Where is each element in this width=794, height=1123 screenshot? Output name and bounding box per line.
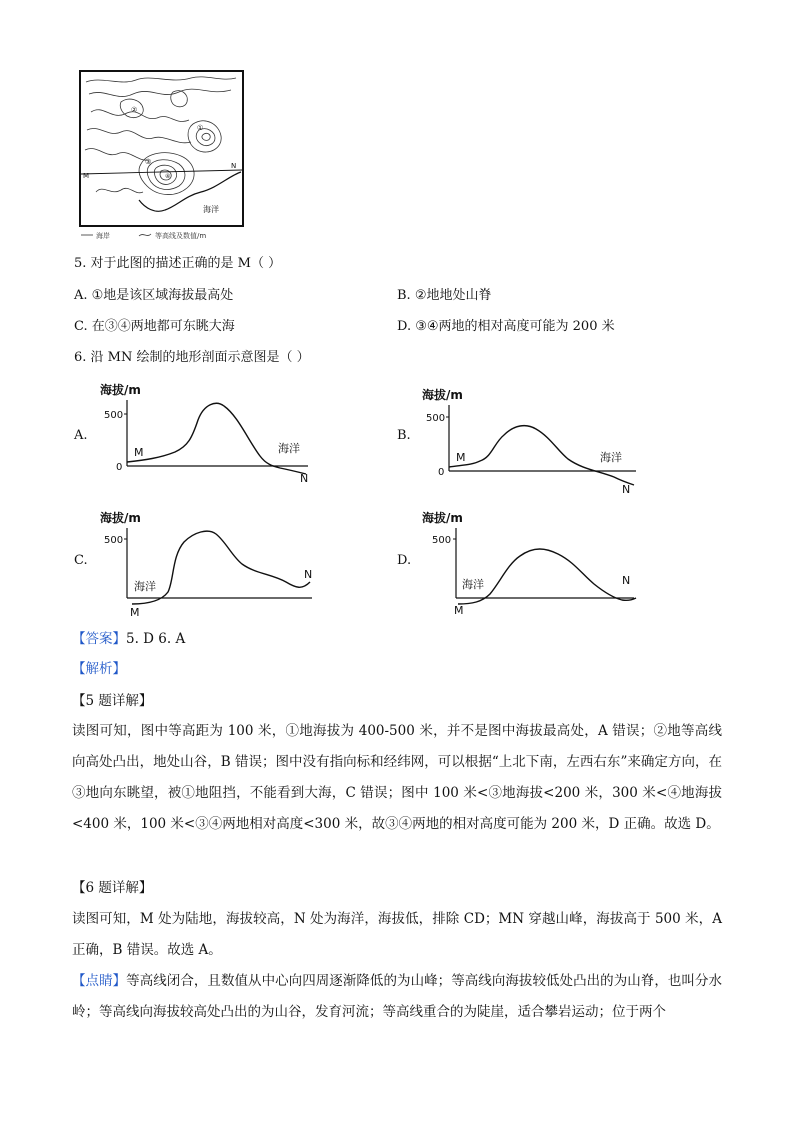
detail6-title: 【6 题详解】 <box>72 880 153 896</box>
profile-a-label-n: N <box>300 472 309 485</box>
profile-c-tick-500-label: 500 <box>104 535 124 546</box>
contour-map <box>79 70 244 227</box>
tip-block <box>72 966 722 1028</box>
map-marker-4: ④ <box>165 173 171 180</box>
profile-b <box>422 385 642 500</box>
map-marker-2: ② <box>131 106 138 114</box>
map-legend <box>79 228 269 242</box>
profile-d-label-m: M <box>454 604 464 617</box>
profile-d-tick-500-label: 500 <box>432 535 452 546</box>
q6-letter-a: A. <box>74 428 88 443</box>
profile-a-label-sea: 海洋 <box>278 442 300 455</box>
profile-b-ylabel: 海拔/m <box>422 388 463 402</box>
q6-letter-c: C. <box>74 553 88 568</box>
profile-a-ylabel: 海拔/m <box>100 383 141 397</box>
profile-d-label-n: N <box>622 574 631 587</box>
profile-a-curve <box>127 403 306 474</box>
q6-letter-d: D. <box>397 553 412 568</box>
q5-option-b: B. ②地地处山脊 <box>397 288 492 303</box>
map-label-sea: 海洋 <box>203 205 219 214</box>
profile-a <box>100 380 320 485</box>
map-marker-1: ① <box>197 124 204 132</box>
q6-stem: 6. 沿 MN 绘制的地形剖面示意图是（ ） <box>74 350 310 365</box>
q5-stem: 5. 对于此图的描述正确的是 M（ ） <box>74 256 282 271</box>
answer-text: 5. D 6. A <box>126 631 186 647</box>
profile-c <box>100 508 320 620</box>
profile-d-ylabel: 海拔/m <box>422 511 463 525</box>
detail5-body-block <box>72 716 722 840</box>
profile-c-label-sea: 海洋 <box>134 580 156 593</box>
legend-boundary-label: 海岸 <box>96 232 110 240</box>
profile-d-curve <box>458 549 636 604</box>
profile-a-tick-500-label: 500 <box>104 410 124 421</box>
tip-body: 等高线闭合，且数值从中心向四周逐渐降低的为山峰；等高线向海拔较低处凸出的为山脊，也叫分水岭；等高线向海拔较高处凸出的为山谷，发育河流；等高线重合的为陡崖，适合攀岩运动；位于两个 <box>72 973 723 1020</box>
map-label-n: N <box>231 162 237 170</box>
detail6-body-block <box>72 904 722 966</box>
profile-a-tick-0-label: 0 <box>116 462 123 473</box>
legend-contour-swatch <box>139 234 151 236</box>
profile-a-label-m: M <box>134 446 144 459</box>
map-marker-3: ③ <box>145 158 152 166</box>
profile-c-ylabel: 海拔/m <box>100 511 141 525</box>
answer-line <box>72 631 185 647</box>
profile-c-label-n: N <box>304 568 313 581</box>
q5-option-d: D. ③④两地的相对高度可能为 200 米 <box>397 319 615 334</box>
profile-c-label-m: M <box>130 606 140 619</box>
tip-tag: 【点睛】 <box>72 973 127 989</box>
detail5-body: 读图可知，图中等高距为 100 米，①地海拔为 400-500 米，并不是图中海拔最高处，A 错误；②地等高线向高处凸出，地处山谷，B 错误；图中没有指向标和经纬网，可以根据“上北下南，左西右东”来确定方向，在③地向东眺望，被①地阻挡，不能看到大海，C 错误；图中 100 米<③地海拔<200 米，300 米<④地海拔<400 米，100 米<③④两地相对高度<300 米，故③④两地的相对高度可能为 200 米，D 正确。故选 D。 <box>72 723 722 832</box>
contour-map-drawing <box>81 72 242 225</box>
detail5-title: 【5 题详解】 <box>72 693 153 709</box>
q6-letter-b: B. <box>397 428 411 443</box>
profile-b-tick-0-label: 0 <box>438 467 445 478</box>
detail6-body: 读图可知，M 处为陆地，海拔较高，N 处为海洋，海拔低，排除 CD；MN 穿越山峰，海拔高于 500 米，A 正确，B 错误。故选 A。 <box>72 911 722 958</box>
profile-d <box>422 508 642 620</box>
profile-b-label-n: N <box>622 483 631 496</box>
profile-b-tick-500-label: 500 <box>426 413 446 424</box>
q5-option-a: A. ①地是该区域海拔最高处 <box>74 288 234 303</box>
analysis-tag: 【解析】 <box>72 661 126 677</box>
answer-tag: 【答案】 <box>72 631 126 647</box>
q5-option-c: C. 在③④两地都可东眺大海 <box>74 319 235 334</box>
profile-d-label-sea: 海洋 <box>462 578 484 591</box>
profile-b-label-sea: 海洋 <box>600 451 622 464</box>
legend-contour-label: 等高线及数值/m <box>155 232 207 240</box>
profile-b-label-m: M <box>456 451 466 464</box>
map-label-m: M <box>83 172 90 180</box>
profile-c-curve <box>132 531 313 604</box>
